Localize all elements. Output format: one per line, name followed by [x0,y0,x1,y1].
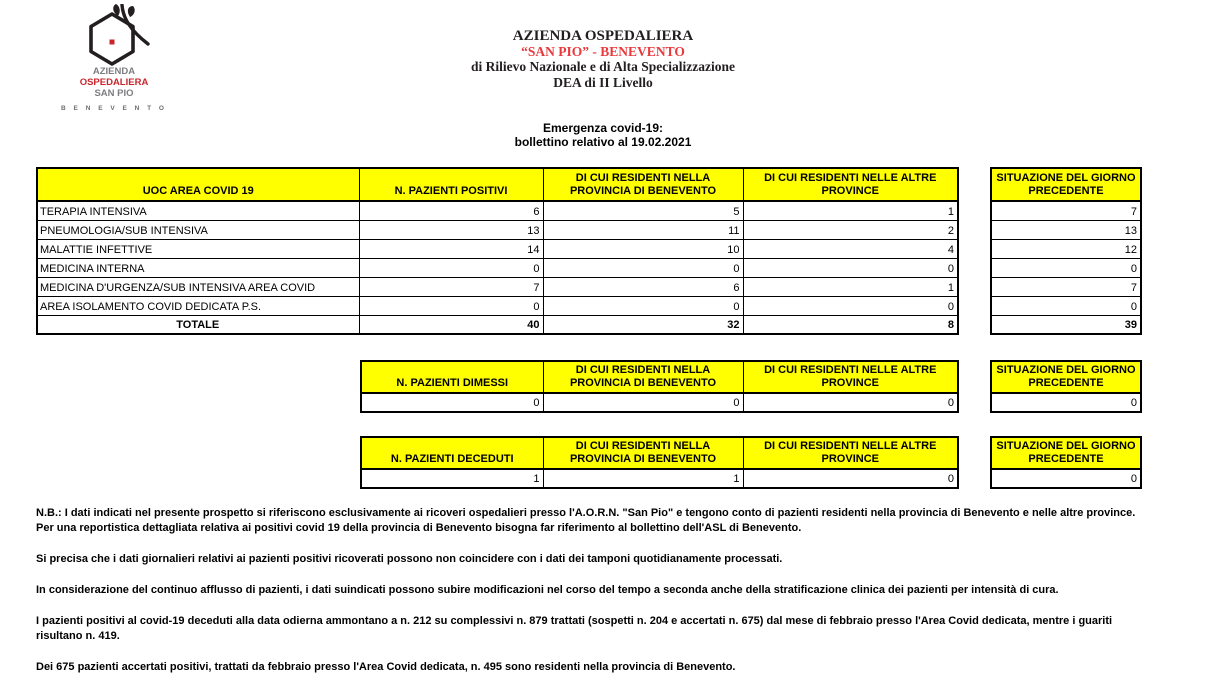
logo-text-sanpio: SAN PIO [94,88,134,99]
positivi-cell: 13 [359,220,543,239]
note-675-pazienti: Dei 675 pazienti accertati positivi, trattati da febbraio presso l'Area Covid dedicata, n. 495 sono residenti nella provincia di Benevento. [36,661,736,673]
previous-day-row [991,296,1141,315]
total-altre: 8 [743,315,958,334]
benevento-cell: 5 [543,201,743,220]
note-tamponi: Si precisa che i dati giornalieri relativi ai pazienti positivi ricoverati possono non coincidere con i dati dei tamponi quotidianamente processati. [36,553,783,565]
dimessi-table [360,360,959,413]
positivi-cell: 14 [359,239,543,258]
total-row-previous-day [991,315,1141,334]
org-name: AZIENDA OSPEDALIERA [512,28,694,44]
dimessi-precedente-value: 0 [991,393,1141,412]
altre-cell: 1 [743,277,958,296]
table-row [37,201,958,220]
dimessi-value: 0 [361,393,543,412]
table-row [37,239,958,258]
bulletin-title [0,121,1206,149]
previous-day-row [991,220,1141,239]
altre-cell: 2 [743,220,958,239]
previous-day-row [991,201,1141,220]
main-table-total [37,315,958,334]
deceduti-table [360,436,959,489]
col-header-previous-day: SITUAZIONE DEL GIORNO PRECEDENTE [991,168,1141,201]
previous-day-column-deceduti [990,436,1142,489]
col-header-dimessi-previous-day: SITUAZIONE DEL GIORNO PRECEDENTE [991,361,1141,393]
main-table-body [37,201,958,315]
col-header-positivi: N. PAZIENTI POSITIVI [359,168,543,201]
precedente-cell: 0 [991,296,1141,315]
col-header-dimessi: N. PAZIENTI DIMESSI [361,361,543,393]
dimessi-row [361,393,958,412]
benevento-cell: 11 [543,220,743,239]
ward-name-cell: MALATTIE INFETTIVE [37,239,359,258]
positivi-cell: 7 [359,277,543,296]
benevento-cell: 0 [543,296,743,315]
bulletin-title-line2: bollettino relativo al 19.02.2021 [514,135,692,149]
logo-text-azienda: AZIENDA [92,66,136,77]
benevento-cell: 6 [543,277,743,296]
ward-name-cell: TERAPIA INTENSIVA [37,201,359,220]
ward-name-cell: MEDICINA INTERNA [37,258,359,277]
org-description: di Rilievo Nazionale e di Alta Specializzazione [471,59,735,74]
altre-cell: 0 [743,296,958,315]
positivi-cell: 0 [359,296,543,315]
col-header-deceduti: N. PAZIENTI DECEDUTI [361,437,543,469]
covid-ward-table-header [37,168,958,201]
precedente-cell: 7 [991,277,1141,296]
table-row [37,296,958,315]
deceduti-previous-row [991,469,1141,488]
ward-name-cell: AREA ISOLAMENTO COVID DEDICATA P.S. [37,296,359,315]
benevento-cell: 10 [543,239,743,258]
precedente-cell: 7 [991,201,1141,220]
note-deceduti-totali: I pazienti positivi al covid-19 deceduti alla data odierna ammontano a n. 212 su complessivi n. 879 trattati (sospetti n. 204 e accertati n. 675) dal mese di febbraio presso l'Area Covid dedicata, mentre i guariti risultano n. 419. [36,615,1113,642]
deceduti-precedente-value: 0 [991,469,1141,488]
col-header-deceduti-altre: DI CUI RESIDENTI NELLE ALTRE PROVINCE [743,437,958,469]
positivi-cell: 0 [359,258,543,277]
precedente-cell: 0 [991,258,1141,277]
deceduti-row [361,469,958,488]
precedente-cell: 13 [991,220,1141,239]
dimessi-previous-row [991,393,1141,412]
table-row [37,277,958,296]
precedente-cell: 12 [991,239,1141,258]
altre-cell: 1 [743,201,958,220]
ward-name-cell: MEDICINA D'URGENZA/SUB INTENSIVA AREA COVID [37,277,359,296]
org-subtitle-red: “SAN PIO” - BENEVENTO [521,44,685,59]
ward-name-cell: PNEUMOLOGIA/SUB INTENSIVA [37,220,359,239]
covid-ward-table [36,167,959,335]
previous-day-column-dimessi [990,360,1142,413]
bulletin-title-line1: Emergenza covid-19: [542,121,664,135]
logo-text-ospedaliera: OSPEDALIERA [79,77,149,88]
total-precedente: 39 [991,315,1141,334]
deceduti-benevento-value: 1 [543,469,743,488]
footer-notes [36,506,1136,691]
table-row [37,258,958,277]
total-label: TOTALE [37,315,359,334]
deceduti-altre-value: 0 [743,469,958,488]
benevento-cell: 0 [543,258,743,277]
col-header-dimessi-benevento: DI CUI RESIDENTI NELLA PROVINCIA DI BENEVENTO [543,361,743,393]
total-row [37,315,958,334]
deceduti-value: 1 [361,469,543,488]
positivi-cell: 6 [359,201,543,220]
col-header-uoc: UOC AREA COVID 19 [37,168,359,201]
col-header-benevento: DI CUI RESIDENTI NELLA PROVINCIA DI BENEVENTO [543,168,743,201]
note-afflusso: In considerazione del continuo afflusso di pazienti, i dati suindicati possono subire modificazioni nel corso del tempo a seconda anche della stratificazione clinica dei pazienti per intensità di cura. [36,584,1059,596]
previous-day-row [991,277,1141,296]
previous-day-row [991,258,1141,277]
col-header-deceduti-previous-day: SITUAZIONE DEL GIORNO PRECEDENTE [991,437,1141,469]
previous-day-row [991,239,1141,258]
logo-text-benevento: B E N E V E N T O [61,105,167,112]
altre-cell: 4 [743,239,958,258]
col-header-dimessi-altre: DI CUI RESIDENTI NELLE ALTRE PROVINCE [743,361,958,393]
altre-cell: 0 [743,258,958,277]
org-header [0,28,1206,90]
col-header-deceduti-benevento: DI CUI RESIDENTI NELLA PROVINCIA DI BENEVENTO [543,437,743,469]
note-nb: N.B.: I dati indicati nel presente prospetto si riferiscono esclusivamente ai ricoveri ospedalieri presso l'A.O.R.N. "San Pio" e tengono conto di pazienti residenti nella provincia di Benevento e nelle altre province. Per una reportistica dettagliata relativa ai positivi covid 19 della provincia di Benevento bisogna far riferimento al bollettino dell'ASL di Benevento. [36,507,1136,534]
table-row [37,220,958,239]
org-dea-level: DEA di II Livello [553,74,653,90]
col-header-altre: DI CUI RESIDENTI NELLE ALTRE PROVINCE [743,168,958,201]
dimessi-benevento-value: 0 [543,393,743,412]
main-side-body [991,201,1141,315]
previous-day-column-main [990,167,1142,335]
total-benevento: 32 [543,315,743,334]
dimessi-altre-value: 0 [743,393,958,412]
total-positivi: 40 [359,315,543,334]
